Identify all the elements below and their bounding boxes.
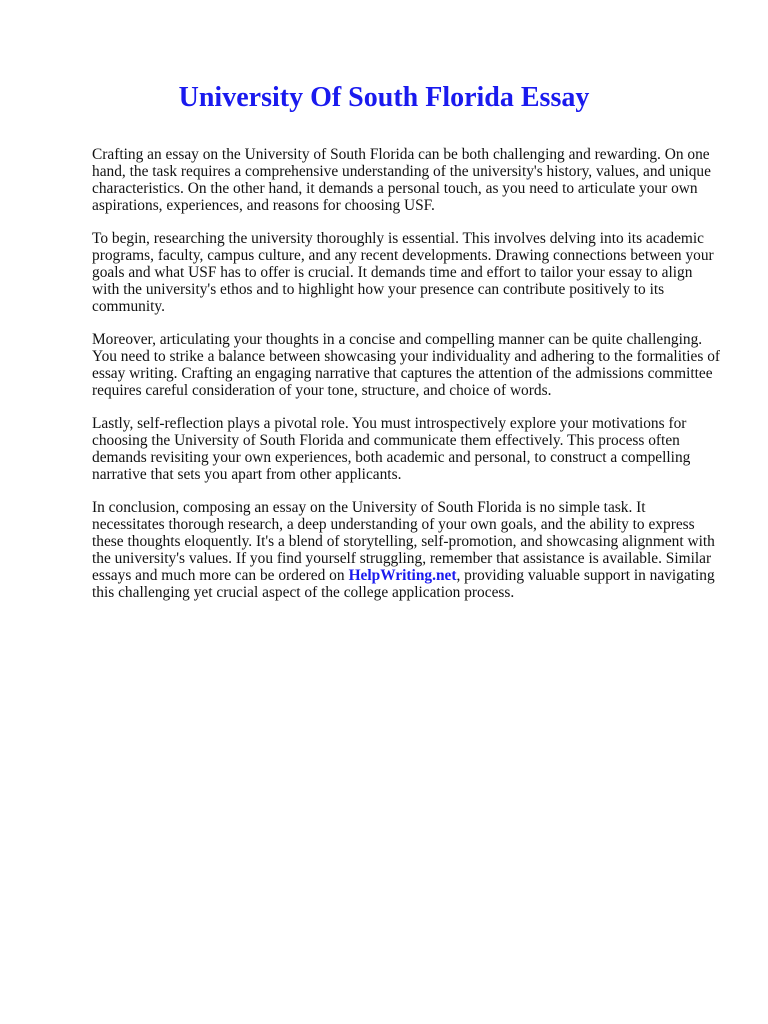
essay-body xyxy=(92,146,722,617)
helpwriting-link[interactable]: HelpWriting.net xyxy=(348,567,457,584)
paragraph-articulation: Moreover, articulating your thoughts in a concise and compelling manner can be quite challenging. You need to strike a balance between showcasing your individuality and adhering to the formalities of essay writing. Crafting an engaging narrative that captures the attention of the admissions committee requires careful consideration of your tone, structure, and choice of words. xyxy=(92,331,721,399)
conclusion-text-end: , providing valuable support in navigating this challenging yet crucial aspect of the college application process. xyxy=(92,567,715,601)
paragraph-conclusion xyxy=(92,499,722,601)
page-title: University Of South Florida Essay xyxy=(178,82,590,113)
conclusion-text: In conclusion, composing an essay on the University of South Florida is no simple task. It necessitates thorough research, a deep understanding of your own goals, and the ability to express these thoughts eloquently. It's a blend of storytelling, self-promotion, and showcasing alignment with the university's values. If you find yourself struggling, remember that assistance is available. Similar essays and much more can be ordered on xyxy=(92,499,715,584)
paragraph-research: To begin, researching the university thoroughly is essential. This involves delving into its academic programs, faculty, campus culture, and any recent developments. Drawing connections between your goals and what USF has to offer is crucial. It demands time and effort to tailor your essay to align with the university's ethos and to highlight how your presence can contribute positively to its community. xyxy=(92,230,714,315)
paragraph-intro: Crafting an essay on the University of South Florida can be both challenging and rewarding. On one hand, the task requires a comprehensive understanding of the university's history, values, and unique characteristics. On the other hand, it demands a personal touch, as you need to articulate your own aspirations, experiences, and reasons for choosing USF. xyxy=(92,146,711,214)
paragraph-self-reflection: Lastly, self-reflection plays a pivotal role. You must introspectively explore your motivations for choosing the University of South Florida and communicate them effectively. This process often demands revisiting your own experiences, both academic and personal, to construct a compelling narrative that sets you apart from other applicants. xyxy=(92,415,691,483)
